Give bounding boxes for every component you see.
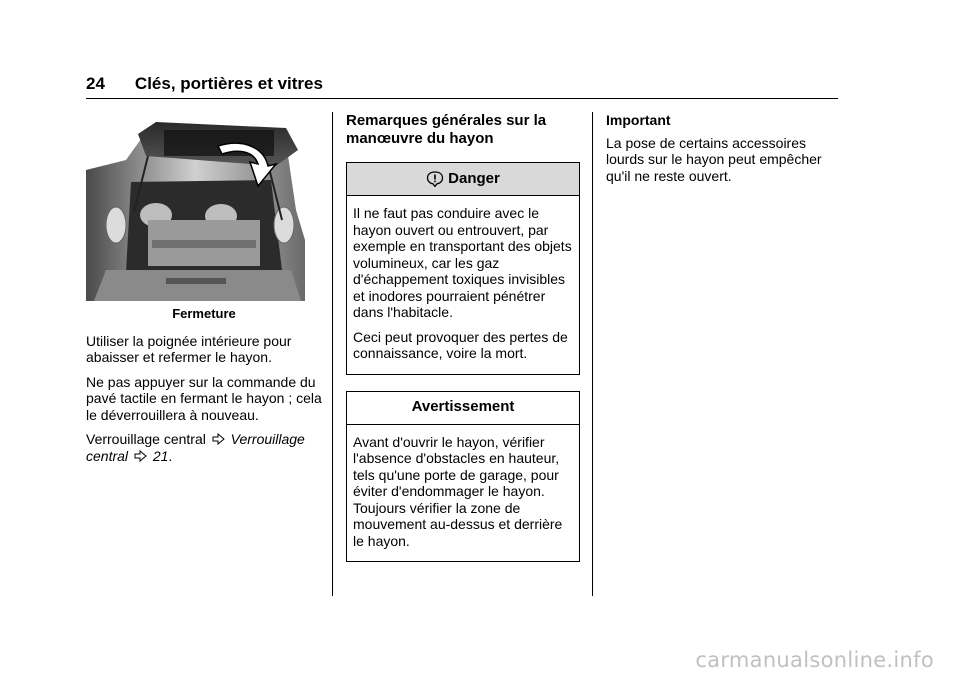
xref-end: . [168,447,173,464]
danger-box-body [347,196,579,374]
page-number: 24 [86,74,105,93]
warning-paragraph-1: Avant d'ouvrir le hayon, vérifier l'absence d'obstacles en hauteur, tels qu'une porte de garage, pour éviter d'endommager le hayon. Toujours vérifier la zone de mouvement au-dessus et derrière le hayon. [353,433,563,549]
important-title: Important [606,112,671,128]
reference-arrow-icon [212,433,225,445]
section-title-line2: manœuvre du hayon [346,130,494,147]
warning-bubble-icon [426,171,444,187]
important-text: La pose de certains accessoires lourds sur le hayon peut empêcher qu'il ne reste ouvert. [606,134,822,184]
section-title-line1: Remarques générales sur la [346,112,547,129]
section-title [346,112,580,148]
xref-target-line2[interactable]: central [86,447,129,464]
photo-caption: Fermeture [172,306,236,321]
warning-box-header [347,392,579,425]
tailgate-photo [86,120,305,301]
warning-box-body [347,425,579,562]
danger-paragraph-1: Il ne faut pas conduire avec le hayon ouvert ou entrouvert, par exemple en transportant des objets volumineux, car les gaz d'échappement toxiques invisibles et inodores pourraient pénétrer dans l'habitacle. [353,205,572,320]
xref-page[interactable]: 21 [152,447,169,464]
danger-title: Danger [448,169,500,187]
paragraph-close-handle: Utiliser la poignée intérieure pour abaisser et refermer le hayon. [86,332,292,365]
warning-title: Avertissement [411,398,515,416]
column-2 [346,112,580,562]
danger-box [346,162,580,375]
xref-target[interactable]: Verrouillage [230,431,305,447]
xref-text: Verrouillage central [86,431,206,447]
cross-reference [86,431,322,464]
column-3 [606,112,838,192]
reference-arrow-icon [134,450,147,462]
watermark: carmanualsonline.info [695,648,934,672]
paragraph-touchpad-warning: Ne pas appuyer sur la commande du pavé tactile en fermant le hayon ; cela le déverrouillera à nouveau. [86,373,322,423]
column-1 [86,120,322,472]
danger-paragraph-2: Ceci peut provoquer des pertes de connaissance, voire la mort. [353,328,568,361]
page-header [86,74,323,94]
danger-box-header [347,163,579,196]
column-divider-2 [592,112,593,596]
warning-box [346,391,580,563]
chapter-title: Clés, portières et vitres [134,74,323,93]
column-divider-1 [332,112,333,596]
header-rule [86,98,838,99]
